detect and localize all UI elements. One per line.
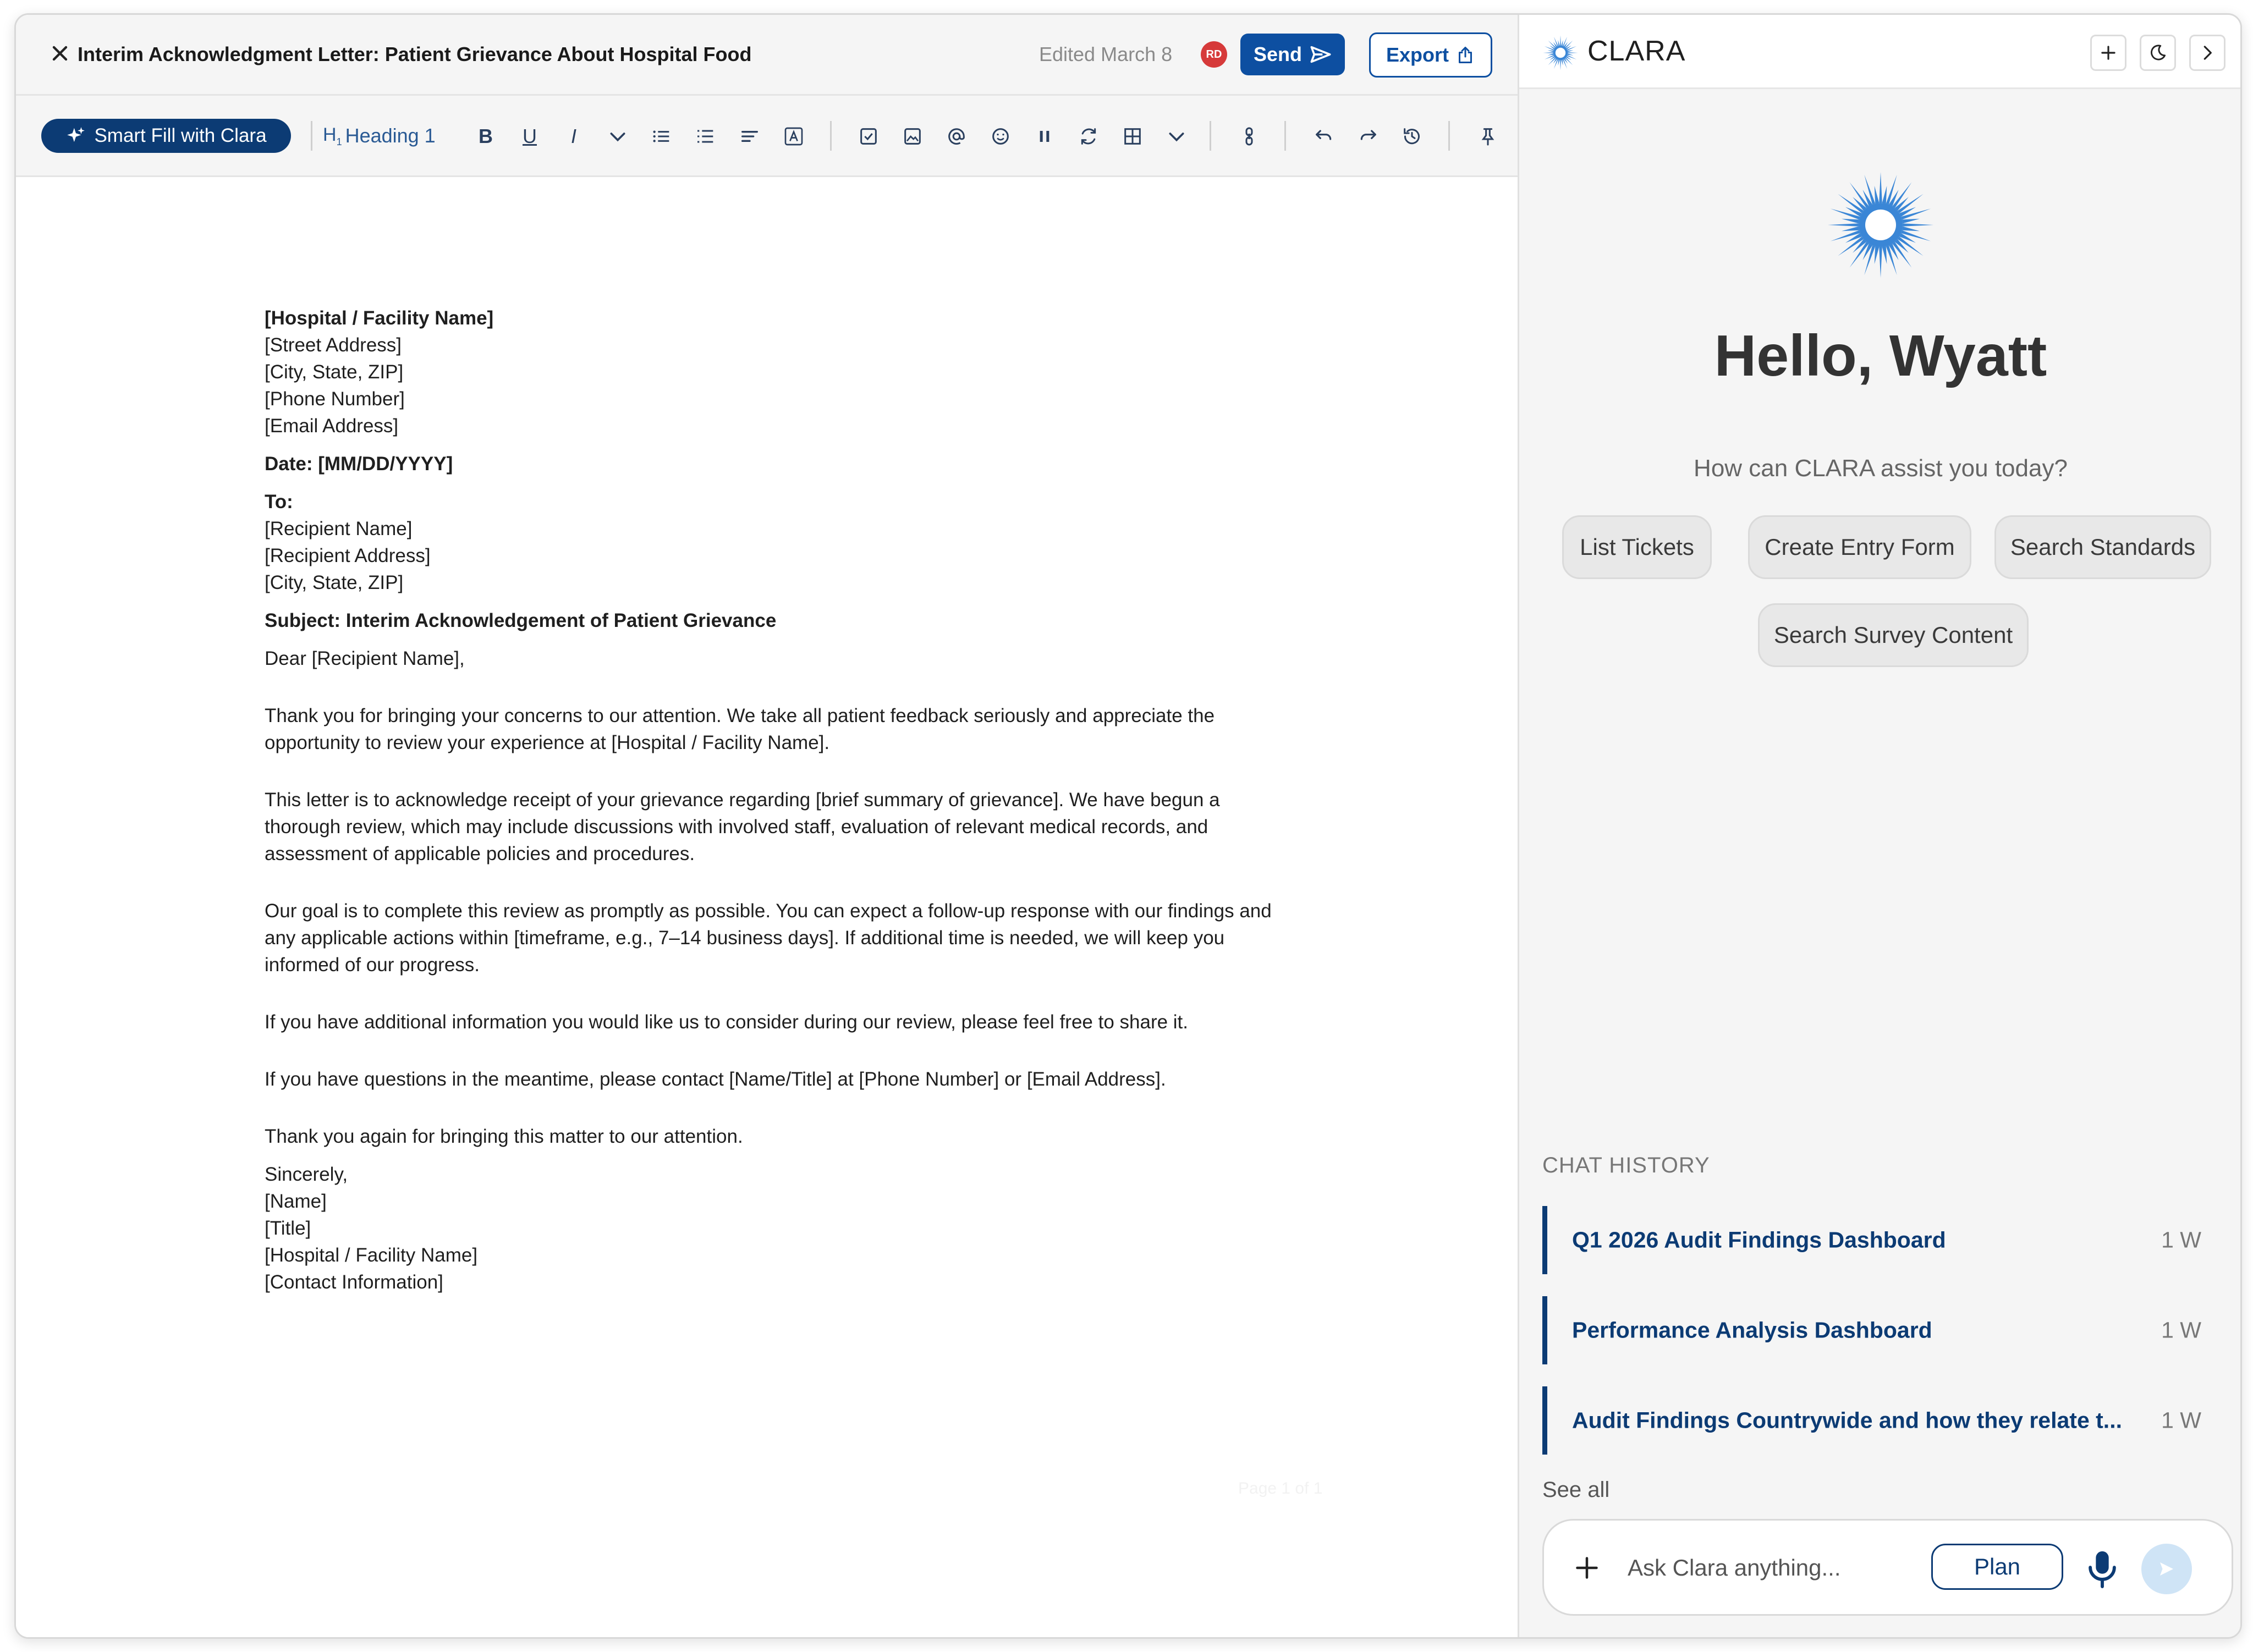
letter-phone: [Phone Number]	[265, 388, 405, 410]
sparkle-icon	[65, 125, 86, 146]
link-icon[interactable]	[1235, 122, 1263, 151]
letter-paragraph: Thank you for bringing your concerns to our attention. We take all patient feedback seriously and appreciate the opportunity to review your experience at [Hospital / Facility Name].	[265, 705, 1215, 753]
send-message-button[interactable]	[2141, 1544, 2192, 1594]
underline-button[interactable]: U	[523, 125, 537, 147]
letter-to-label: To:	[265, 491, 293, 513]
letter-paragraph: This letter is to acknowledge receipt of your grievance regarding [brief summary of grievance]. We have begun a thorough review, which may include discussions with involved staff, evaluation of relevant medical records, and assessment of applicable policies and procedures.	[265, 789, 1220, 864]
clara-assistant-panel	[1518, 15, 2242, 1637]
letter-facility-name: [Hospital / Facility Name]	[265, 307, 494, 329]
toolbar-divider	[1284, 121, 1286, 151]
chat-history-label: CHAT HISTORY	[1542, 1153, 1710, 1177]
letter-subject: Subject: Interim Acknowledgement of Patient Grievance	[265, 610, 777, 631]
close-icon[interactable]	[48, 41, 72, 65]
clara-header	[1519, 15, 2242, 89]
letter-paragraph: Thank you again for bringing this matter to our attention.	[265, 1126, 743, 1147]
suggestion-chip[interactable]: Search Survey Content	[1758, 603, 2029, 667]
dark-mode-button[interactable]	[2140, 35, 2176, 71]
letter-salutation: Dear [Recipient Name],	[265, 648, 465, 669]
editor-header	[16, 15, 1518, 96]
chat-composer	[1542, 1519, 2233, 1616]
letter-signature-contact: [Contact Information]	[265, 1271, 443, 1293]
letter-recipient-address: [Recipient Address]	[265, 545, 431, 566]
emoji-icon[interactable]	[986, 122, 1015, 151]
app-window	[14, 13, 2242, 1639]
bold-button[interactable]: B	[479, 125, 493, 147]
avatar[interactable]: RD	[1201, 41, 1227, 68]
mention-icon[interactable]	[942, 122, 971, 151]
send-icon	[2157, 1559, 2177, 1579]
letter-paragraph: If you have additional information you would like us to consider during our review, please feel free to share it.	[265, 1011, 1189, 1033]
send-button[interactable]	[1240, 34, 1345, 75]
italic-button[interactable]: I	[570, 125, 576, 147]
page-indicator: Page 1 of 1	[1238, 1479, 1323, 1497]
image-icon[interactable]	[898, 122, 927, 151]
chat-history-item[interactable]	[1542, 1206, 2219, 1274]
send-icon	[1310, 43, 1332, 65]
toolbar-divider	[830, 121, 832, 151]
table-icon[interactable]	[1118, 122, 1147, 151]
document-page[interactable]	[16, 177, 1518, 1639]
letter-recipient-name: [Recipient Name]	[265, 518, 413, 539]
plan-button[interactable]: Plan	[1931, 1544, 2063, 1590]
export-button[interactable]	[1369, 32, 1492, 78]
letter-body[interactable]	[265, 305, 1282, 1296]
toolbar-divider	[311, 121, 312, 151]
pin-icon[interactable]	[1474, 122, 1502, 151]
see-all-link[interactable]: See all	[1542, 1478, 1610, 1502]
smart-fill-label: Smart Fill with Clara	[94, 125, 267, 146]
chat-history-item[interactable]	[1542, 1296, 2219, 1364]
letter-date: Date: [MM/DD/YYYY]	[265, 453, 453, 475]
chat-history-age: 1 W	[2161, 1227, 2201, 1253]
plus-icon	[2098, 42, 2119, 63]
new-chat-button[interactable]	[2090, 35, 2126, 71]
chat-input[interactable]	[1626, 1548, 1915, 1588]
letter-recipient-city: [City, State, ZIP]	[265, 572, 404, 593]
chat-history-age: 1 W	[2161, 1407, 2201, 1433]
letter-city: [City, State, ZIP]	[265, 361, 404, 383]
clara-logo	[1542, 35, 1579, 71]
redo-icon[interactable]	[1354, 122, 1382, 151]
checkbox-icon[interactable]	[854, 122, 883, 151]
chat-history-item[interactable]	[1542, 1386, 2219, 1455]
letter-street: [Street Address]	[265, 334, 402, 356]
clara-logo	[1826, 170, 1936, 280]
refresh-icon[interactable]	[1074, 122, 1103, 151]
numbered-list-icon[interactable]	[691, 122, 720, 151]
edited-timestamp: Edited March 8	[1039, 43, 1173, 65]
letter-paragraph: If you have questions in the meantime, please contact [Name/Title] at [Phone Number] or [Email Address].	[265, 1069, 1166, 1090]
letter-paragraph: Our goal is to complete this review as promptly as possible. You can expect a follow-up response with our findings and any applicable actions within [timeframe, e.g., 7–14 business days]. If additional time is needed, we will keep you informed of our progress.	[265, 900, 1272, 976]
letter-signature-name: [Name]	[265, 1191, 327, 1212]
letter-closing: Sincerely,	[265, 1164, 348, 1185]
moon-icon	[2147, 42, 2168, 63]
suggestion-chip[interactable]: Search Standards	[1994, 515, 2211, 579]
clara-brand-name: CLARA	[1587, 35, 1686, 67]
collapse-panel-button[interactable]	[2189, 35, 2225, 71]
bullet-list-icon[interactable]	[647, 122, 676, 151]
plus-icon	[1570, 1551, 1603, 1584]
letter-signature-title: [Title]	[265, 1218, 311, 1239]
letter-signature-facility: [Hospital / Facility Name]	[265, 1244, 478, 1266]
suggestion-chip[interactable]: List Tickets	[1562, 515, 1712, 579]
suggestion-chip[interactable]: Create Entry Form	[1748, 515, 1971, 579]
attach-button[interactable]	[1570, 1551, 1603, 1584]
formatting-toolbar	[16, 96, 1518, 177]
toolbar-divider	[1210, 121, 1211, 151]
chevron-down-icon[interactable]	[1162, 122, 1191, 151]
pause-icon[interactable]	[1030, 122, 1059, 151]
chevron-right-icon	[2197, 42, 2218, 63]
chat-history-title: Q1 2026 Audit Findings Dashboard	[1572, 1227, 1946, 1253]
chat-history-title: Audit Findings Countrywide and how they relate t...	[1572, 1407, 2122, 1433]
document-editor	[16, 15, 1518, 1637]
export-icon	[1455, 45, 1475, 65]
undo-icon[interactable]	[1310, 122, 1338, 151]
chat-history-title: Performance Analysis Dashboard	[1572, 1317, 1932, 1343]
heading-icon: $H_1$	[323, 124, 342, 147]
greeting: Hello, Wyatt	[1714, 323, 2047, 388]
align-icon[interactable]	[735, 122, 764, 151]
assist-prompt: How can CLARA assist you today?	[1694, 455, 2068, 482]
document-title: Interim Acknowledgment Letter: Patient Grievance About Hospital Food	[78, 43, 752, 65]
send-button-label: Send	[1253, 43, 1302, 65]
history-icon[interactable]	[1398, 122, 1426, 151]
export-button-label: Export	[1386, 43, 1449, 66]
chat-history-age: 1 W	[2161, 1317, 2201, 1343]
heading-style-select[interactable]	[323, 122, 436, 150]
smart-fill-button[interactable]	[41, 119, 291, 153]
heading-style-label: Heading 1	[345, 124, 436, 147]
toolbar-divider	[1448, 121, 1450, 151]
microphone-icon[interactable]	[2083, 1548, 2122, 1590]
letter-email: [Email Address]	[265, 415, 399, 437]
text-color-icon[interactable]	[779, 122, 808, 151]
chevron-down-icon[interactable]	[603, 122, 632, 151]
